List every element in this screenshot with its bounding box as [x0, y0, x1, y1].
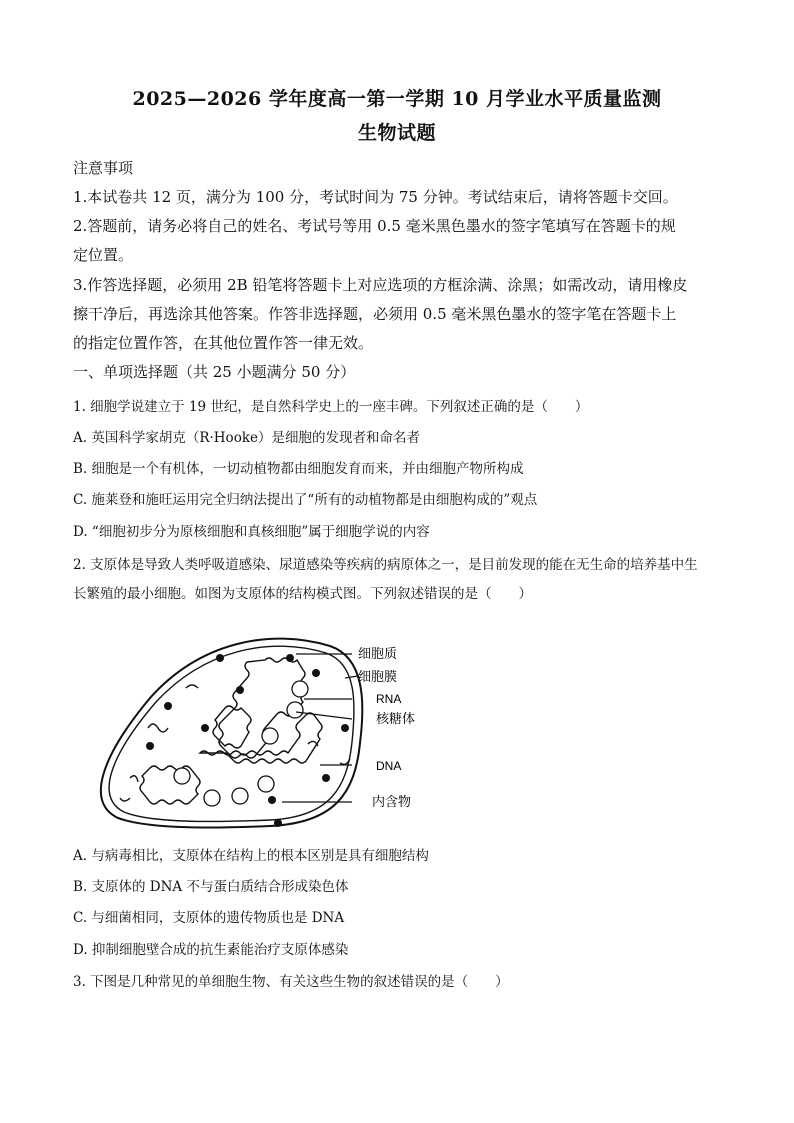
- section-heading: 一、单项选择题（共 25 小题满分 50 分）: [73, 363, 356, 381]
- mycoplasma-structure-figure: [90, 628, 430, 833]
- q2-stem-line-1: 2. 支原体是导致人类呼吸道感染、尿道感染等疾病的病原体之一，是目前发现的能在无生命的培养基中生: [73, 557, 698, 573]
- q2-option-b: B. 支原体的 DNA 不与蛋白质结合形成染色体: [73, 879, 349, 895]
- q2-option-a: A. 与病毒相比，支原体在结构上的根本区别是具有细胞结构: [73, 848, 429, 864]
- cell-membrane-outline: [101, 639, 363, 828]
- q2-stem-line-2: 长繁殖的最小细胞。如图为支原体的结构模式图。下列叙述错误的是（ ）: [73, 586, 532, 602]
- label-dna: DNA: [376, 759, 402, 773]
- notice-item-1: 1.本试卷共 12 页，满分为 100 分，考试时间为 75 分钟。考试结束后，请将答题卡交回。: [73, 188, 678, 206]
- q3-stem: 3. 下图是几种常见的单细胞生物、有关这些生物的叙述错误的是（ ）: [73, 974, 509, 990]
- label-inclusion: 内含物: [372, 795, 412, 810]
- q2-option-d: D. 抑制细胞壁合成的抗生素能治疗支原体感染: [73, 942, 349, 958]
- notice-item-2-line-2: 定位置。: [73, 246, 134, 264]
- label-cell-membrane: 细胞膜: [358, 670, 398, 685]
- rna-strands: [120, 685, 350, 801]
- ribosomes: [174, 681, 308, 806]
- notice-item-2-line-1: 2.答题前，请务必将自己的姓名、考试号等用 0.5 毫米黑色墨水的签字笔填写在答题卡的规: [73, 217, 676, 235]
- notice-heading: 注意事项: [73, 159, 134, 177]
- label-rna: RNA: [376, 692, 402, 706]
- notice-item-3-line-3: 的指定位置作答，在其他位置作答一律无效。: [73, 334, 374, 352]
- q2-option-c: C. 与细菌相同，支原体的遗传物质也是 DNA: [73, 910, 345, 926]
- notice-item-3-line-1: 3.作答选择题，必须用 2B 铅笔将答题卡上对应选项的方框涂满、涂黑；如需改动，请用橡皮: [73, 276, 688, 294]
- exam-title: 2025—2026 学年度高一第一学期 10 月学业水平质量监测: [132, 88, 662, 110]
- q1-option-c: C. 施莱登和施旺运用完全归纳法提出了“所有的动植物都是由细胞构成的”观点: [73, 492, 538, 508]
- q1-option-a: A. 英国科学家胡克（R·Hooke）是细胞的发现者和命名者: [73, 430, 420, 446]
- notice-item-3-line-2: 擦干净后，再选涂其他答案。作答非选择题，必须用 0.5 毫米黑色墨水的签字笔在答题卡上: [73, 305, 677, 323]
- q1-option-b: B. 细胞是一个有机体，一切动植物都由细胞发育而来，并由细胞产物所构成: [73, 461, 524, 477]
- q1-stem: 1. 细胞学说建立于 19 世纪，是自然科学史上的一座丰碑。下列叙述正确的是（ ）: [73, 399, 589, 415]
- label-cytoplasm: 细胞质: [358, 647, 398, 662]
- exam-subtitle: 生物试题: [357, 122, 436, 144]
- label-ribosome: 核糖体: [376, 712, 416, 727]
- q1-option-d: D. “细胞初步分为原核细胞和真核细胞”属于细胞学说的内容: [73, 524, 430, 540]
